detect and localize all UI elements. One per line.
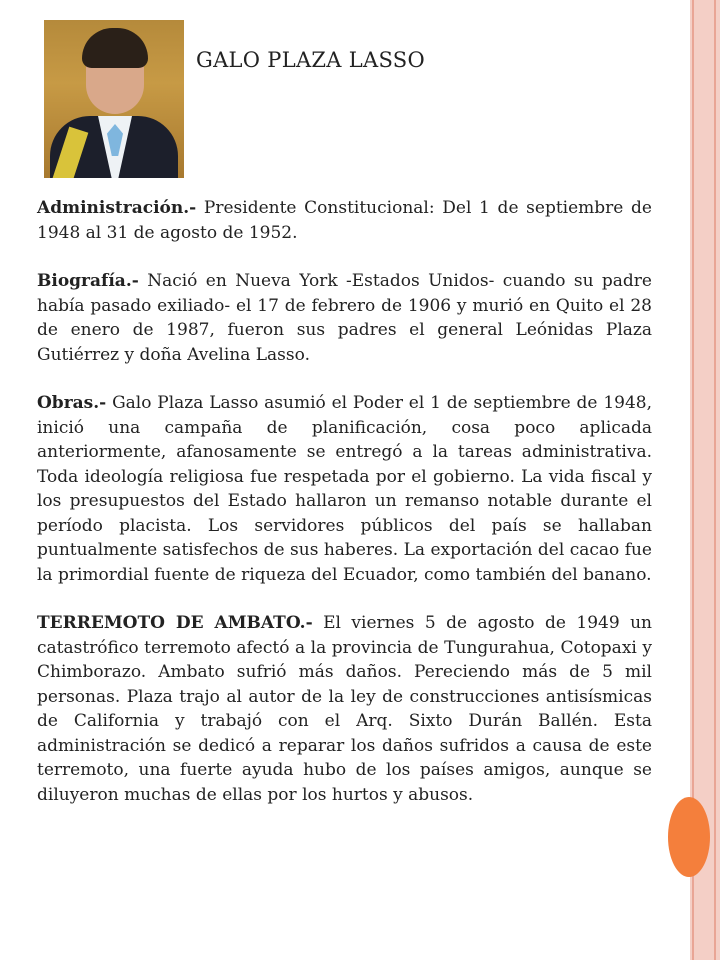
section-obras <box>37 391 652 587</box>
page-title: GALO PLAZA LASSO <box>196 48 425 72</box>
section-terremoto <box>37 611 652 807</box>
section-text: El viernes 5 de agosto de 1949 un catastrófico terremoto afectó a la provincia de Tungurahua, Cotopaxi y Chimborazo. Ambato sufrió más daños. Pereciendo más de 5 mil personas. Plaza trajo al autor de la ley de construcciones antisísmicas de California y trabajó con el Arq. Sixto Durán Ballén. Esta administración se dedicó a reparar los daños sufridos a causa de este terremoto, una fuerte ayuda hubo de los países amigos, aunque se diluyeron muchas de ellas por los hurtos y abusos. <box>37 613 652 805</box>
section-separator: .- <box>183 198 197 218</box>
portrait-hair <box>82 28 148 68</box>
portrait-image <box>44 20 184 178</box>
section-text: Presidente Constitucional: Del 1 de septiembre de 1948 al 31 de agosto de 1952. <box>37 198 652 243</box>
section-heading: TERREMOTO DE AMBATO <box>37 613 300 633</box>
section-administracion <box>37 196 652 245</box>
section-heading: Obras <box>37 393 94 413</box>
section-separator: .- <box>125 271 139 291</box>
section-text: Galo Plaza Lasso asumió el Poder el 1 de septiembre de 1948, inició una campaña de planificación, cosa poco aplicada anteriormente, afanosamente se entregó a la tareas administrativa. Toda ideología religiosa fue respetada por el gobierno. La vida fiscal y los presupuestos del Estado hallaron un remanso notable durante el período placista. Los servidores públicos del país se hallaban puntualmente satisfechos de sus haberes. La exportación del cacao fue la primordial fuente de riqueza del Ecuador, como también del banano. <box>37 393 652 585</box>
accent-oval-decoration <box>668 797 710 877</box>
section-text: Nació en Nueva York -Estados Unidos- cuando su padre había pasado exiliado- el 17 de febrero de 1906 y murió en Quito el 28 de enero de 1987, fueron sus padres el general Leónidas Plaza Gutiérrez y doña Avelina Lasso. <box>37 271 652 365</box>
right-border-line-outer <box>714 0 716 960</box>
section-biografia <box>37 269 652 367</box>
section-heading: Administración <box>37 198 184 218</box>
content-body <box>37 196 652 831</box>
section-separator: .- <box>93 393 107 413</box>
section-separator: .- <box>299 613 313 633</box>
section-heading: Biografía <box>37 271 126 291</box>
